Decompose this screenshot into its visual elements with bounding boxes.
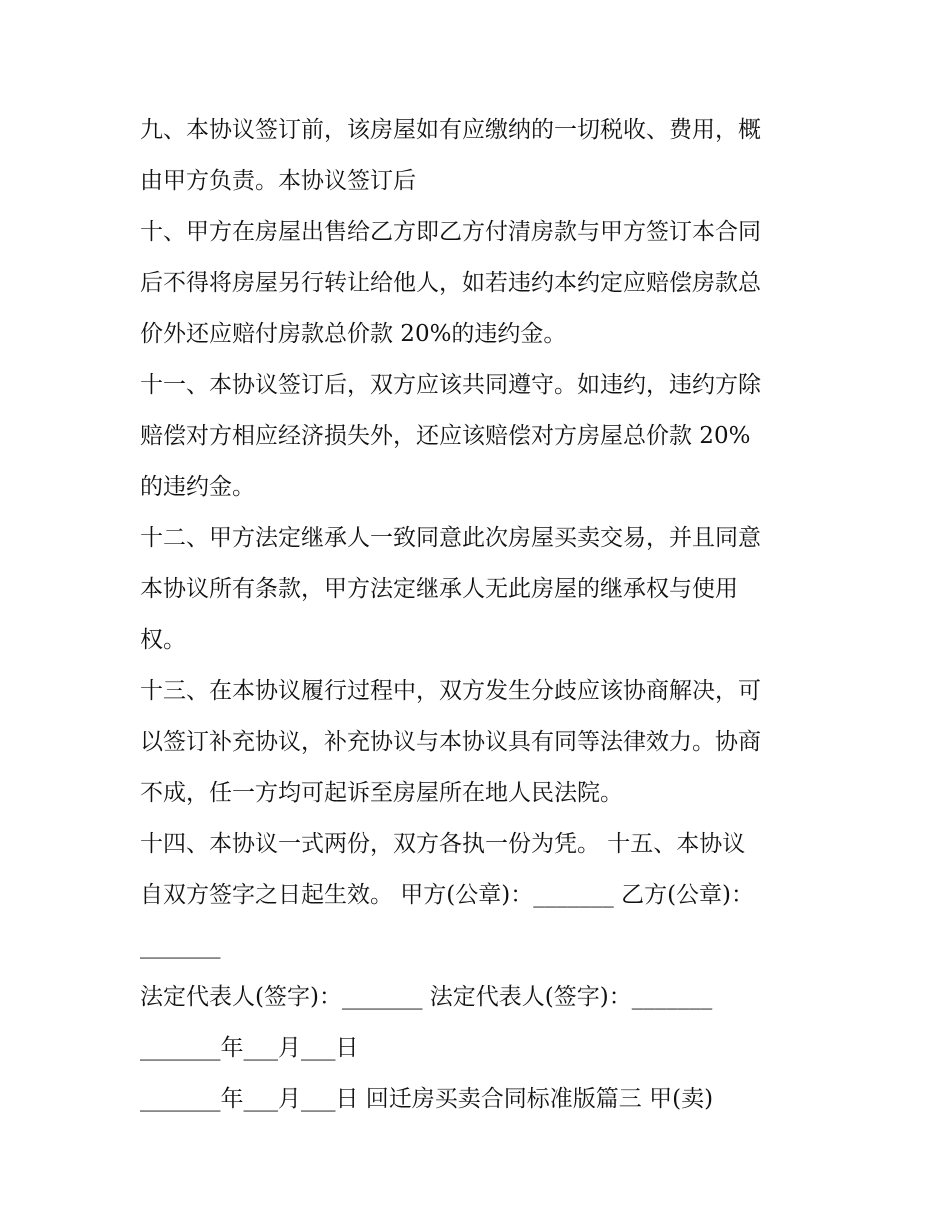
date-line-party-b: _______年___月___日 回迁房买卖合同标准版篇三 甲(卖) [140,1086,714,1112]
clause-fourteen-line-2: 自双方签字之日起生效。 甲方(公章)：_______ 乙方(公章)： [140,882,755,908]
clause-eleven-line-2: 赔偿对方相应经济损失外，还应该赔偿对方房屋总价款 20% [140,423,751,449]
clause-ten-line-3: 价外还应赔付房款总价款 20%的违约金。 [140,321,567,347]
signature-blank-line: _______ [140,933,221,959]
clause-thirteen-line-2: 以签订补充协议，补充协议与本协议具有同等法律效力。协商 [140,729,761,755]
clause-twelve-line-1: 十二、甲方法定继承人一致同意此次房屋买卖交易，并且同意 [140,525,761,551]
clause-eleven-line-3: 的违约金。 [140,474,255,500]
clause-twelve-line-2: 本协议所有条款，甲方法定继承人无此房屋的继承权与使用 [140,576,738,602]
clause-thirteen-line-3: 不成，任一方均可起诉至房屋所在地人民法院。 [140,780,623,806]
date-line-party-a: _______年___月___日 [140,1035,359,1061]
contract-body-text [140,105,820,1125]
clause-eleven-line-1: 十一、本协议签订后，双方应该共同遵守。如违约，违约方除 [140,372,761,398]
clause-thirteen-line-1: 十三、在本协议履行过程中，双方发生分歧应该协商解决，可 [140,678,761,704]
clause-ten-line-2: 后不得将房屋另行转让给他人，如若违约本约定应赔偿房款总 [140,270,761,296]
clause-fourteen-line-1: 十四、本协议一式两份，双方各执一份为凭。 十五、本协议 [140,831,746,857]
clause-ten-line-1: 十、甲方在房屋出售给乙方即乙方付清房款与甲方签订本合同 [140,219,761,245]
clause-nine-line-2: 由甲方负责。本协议签订后 [140,168,416,194]
clause-nine-line-1: 九、本协议签订前，该房屋如有应缴纳的一切税收、费用，概 [140,117,761,143]
clause-twelve-line-3: 权。 [140,627,186,653]
representative-signature-line: 法定代表人(签字)：_______ 法定代表人(签字)：_______ [140,984,713,1010]
